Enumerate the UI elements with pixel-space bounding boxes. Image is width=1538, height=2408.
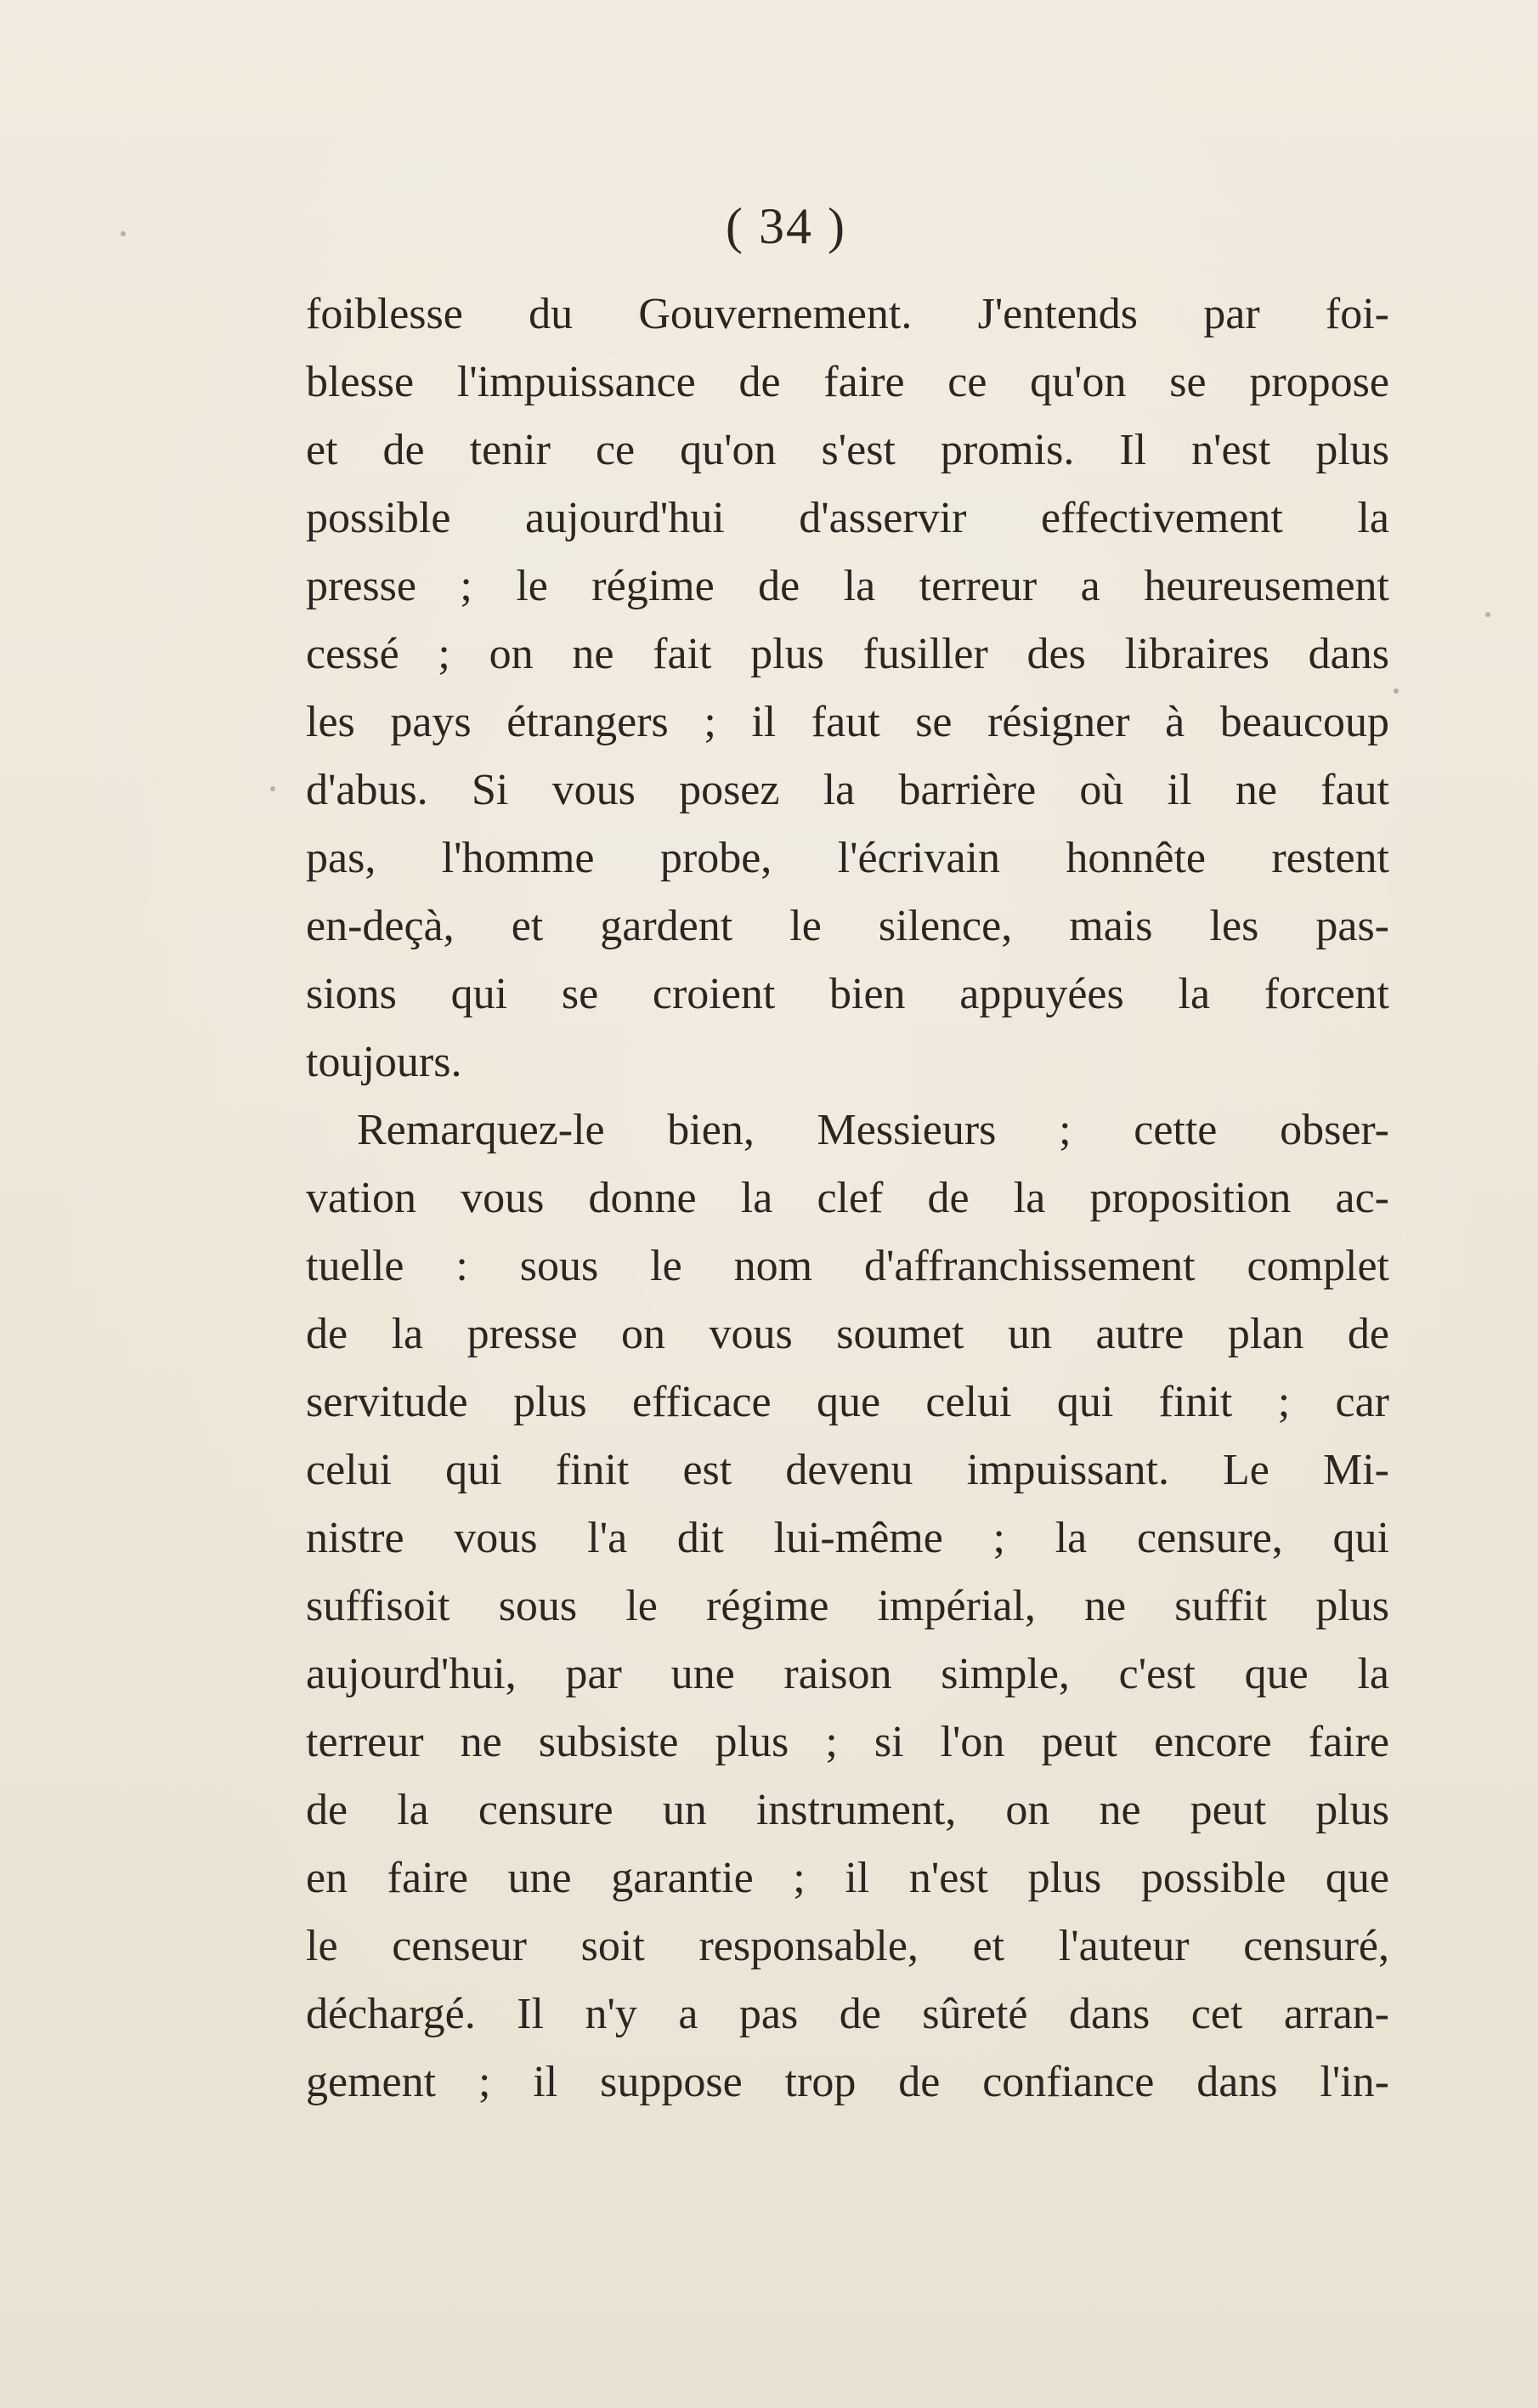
text-line: les pays étrangers ; il faut se résigner à beaucoup <box>306 698 1389 746</box>
text-line: vation vous donne la clef de la proposition ac- <box>306 1174 1389 1222</box>
text-line: gement ; il suppose trop de confiance dans l'in- <box>306 2058 1389 2106</box>
text-line: presse ; le régime de la terreur a heureusement <box>306 562 1389 610</box>
text-line: pas, l'homme probe, l'écrivain honnête restent <box>306 834 1389 882</box>
text-line: d'abus. Si vous posez la barrière où il ne faut <box>306 766 1389 814</box>
body-text <box>306 280 1389 2116</box>
text-line: foiblesse du Gouvernement. J'entends par foi- <box>306 290 1389 338</box>
text-line: le censeur soit responsable, et l'auteur censuré, <box>306 1922 1389 1970</box>
text-line: de la presse on vous soumet un autre plan de <box>306 1310 1389 1358</box>
text-line: en-deçà, et gardent le silence, mais les pas- <box>306 902 1389 950</box>
text-line: servitude plus efficace que celui qui finit ; car <box>306 1378 1389 1426</box>
page-number: ( 34 ) <box>726 198 846 254</box>
text-line: et de tenir ce qu'on s'est promis. Il n'est plus <box>306 426 1389 474</box>
text-line: déchargé. Il n'y a pas de sûreté dans cet arran- <box>306 1990 1389 2038</box>
text-line: tuelle : sous le nom d'affranchissement complet <box>306 1242 1389 1290</box>
text-line: de la censure un instrument, on ne peut plus <box>306 1786 1389 1834</box>
paper-speck <box>1485 612 1490 617</box>
paper-speck <box>270 786 275 791</box>
text-line: suffisoit sous le régime impérial, ne suffit plus <box>306 1582 1389 1630</box>
text-line: aujourd'hui, par une raison simple, c'est que la <box>306 1650 1389 1698</box>
text-line: toujours. <box>306 1038 462 1086</box>
text-line: cessé ; on ne fait plus fusiller des libraires dans <box>306 630 1389 678</box>
paper-speck <box>121 231 126 236</box>
text-line: possible aujourd'hui d'asservir effectivement la <box>306 494 1389 542</box>
text-line: Remarquez-le bien, Messieurs ; cette obser- <box>357 1106 1389 1154</box>
text-line: nistre vous l'a dit lui-même ; la censure, qui <box>306 1514 1389 1562</box>
text-line: celui qui finit est devenu impuissant. Le Mi- <box>306 1446 1389 1494</box>
paragraph <box>306 280 1389 1096</box>
paper-speck <box>1394 688 1399 694</box>
text-line: sions qui se croient bien appuyées la forcent <box>306 970 1389 1018</box>
paragraph <box>306 1096 1389 2116</box>
text-line: blesse l'impuissance de faire ce qu'on se propose <box>306 358 1389 406</box>
text-line: en faire une garantie ; il n'est plus possible que <box>306 1854 1389 1902</box>
text-line: terreur ne subsiste plus ; si l'on peut encore faire <box>306 1718 1389 1766</box>
